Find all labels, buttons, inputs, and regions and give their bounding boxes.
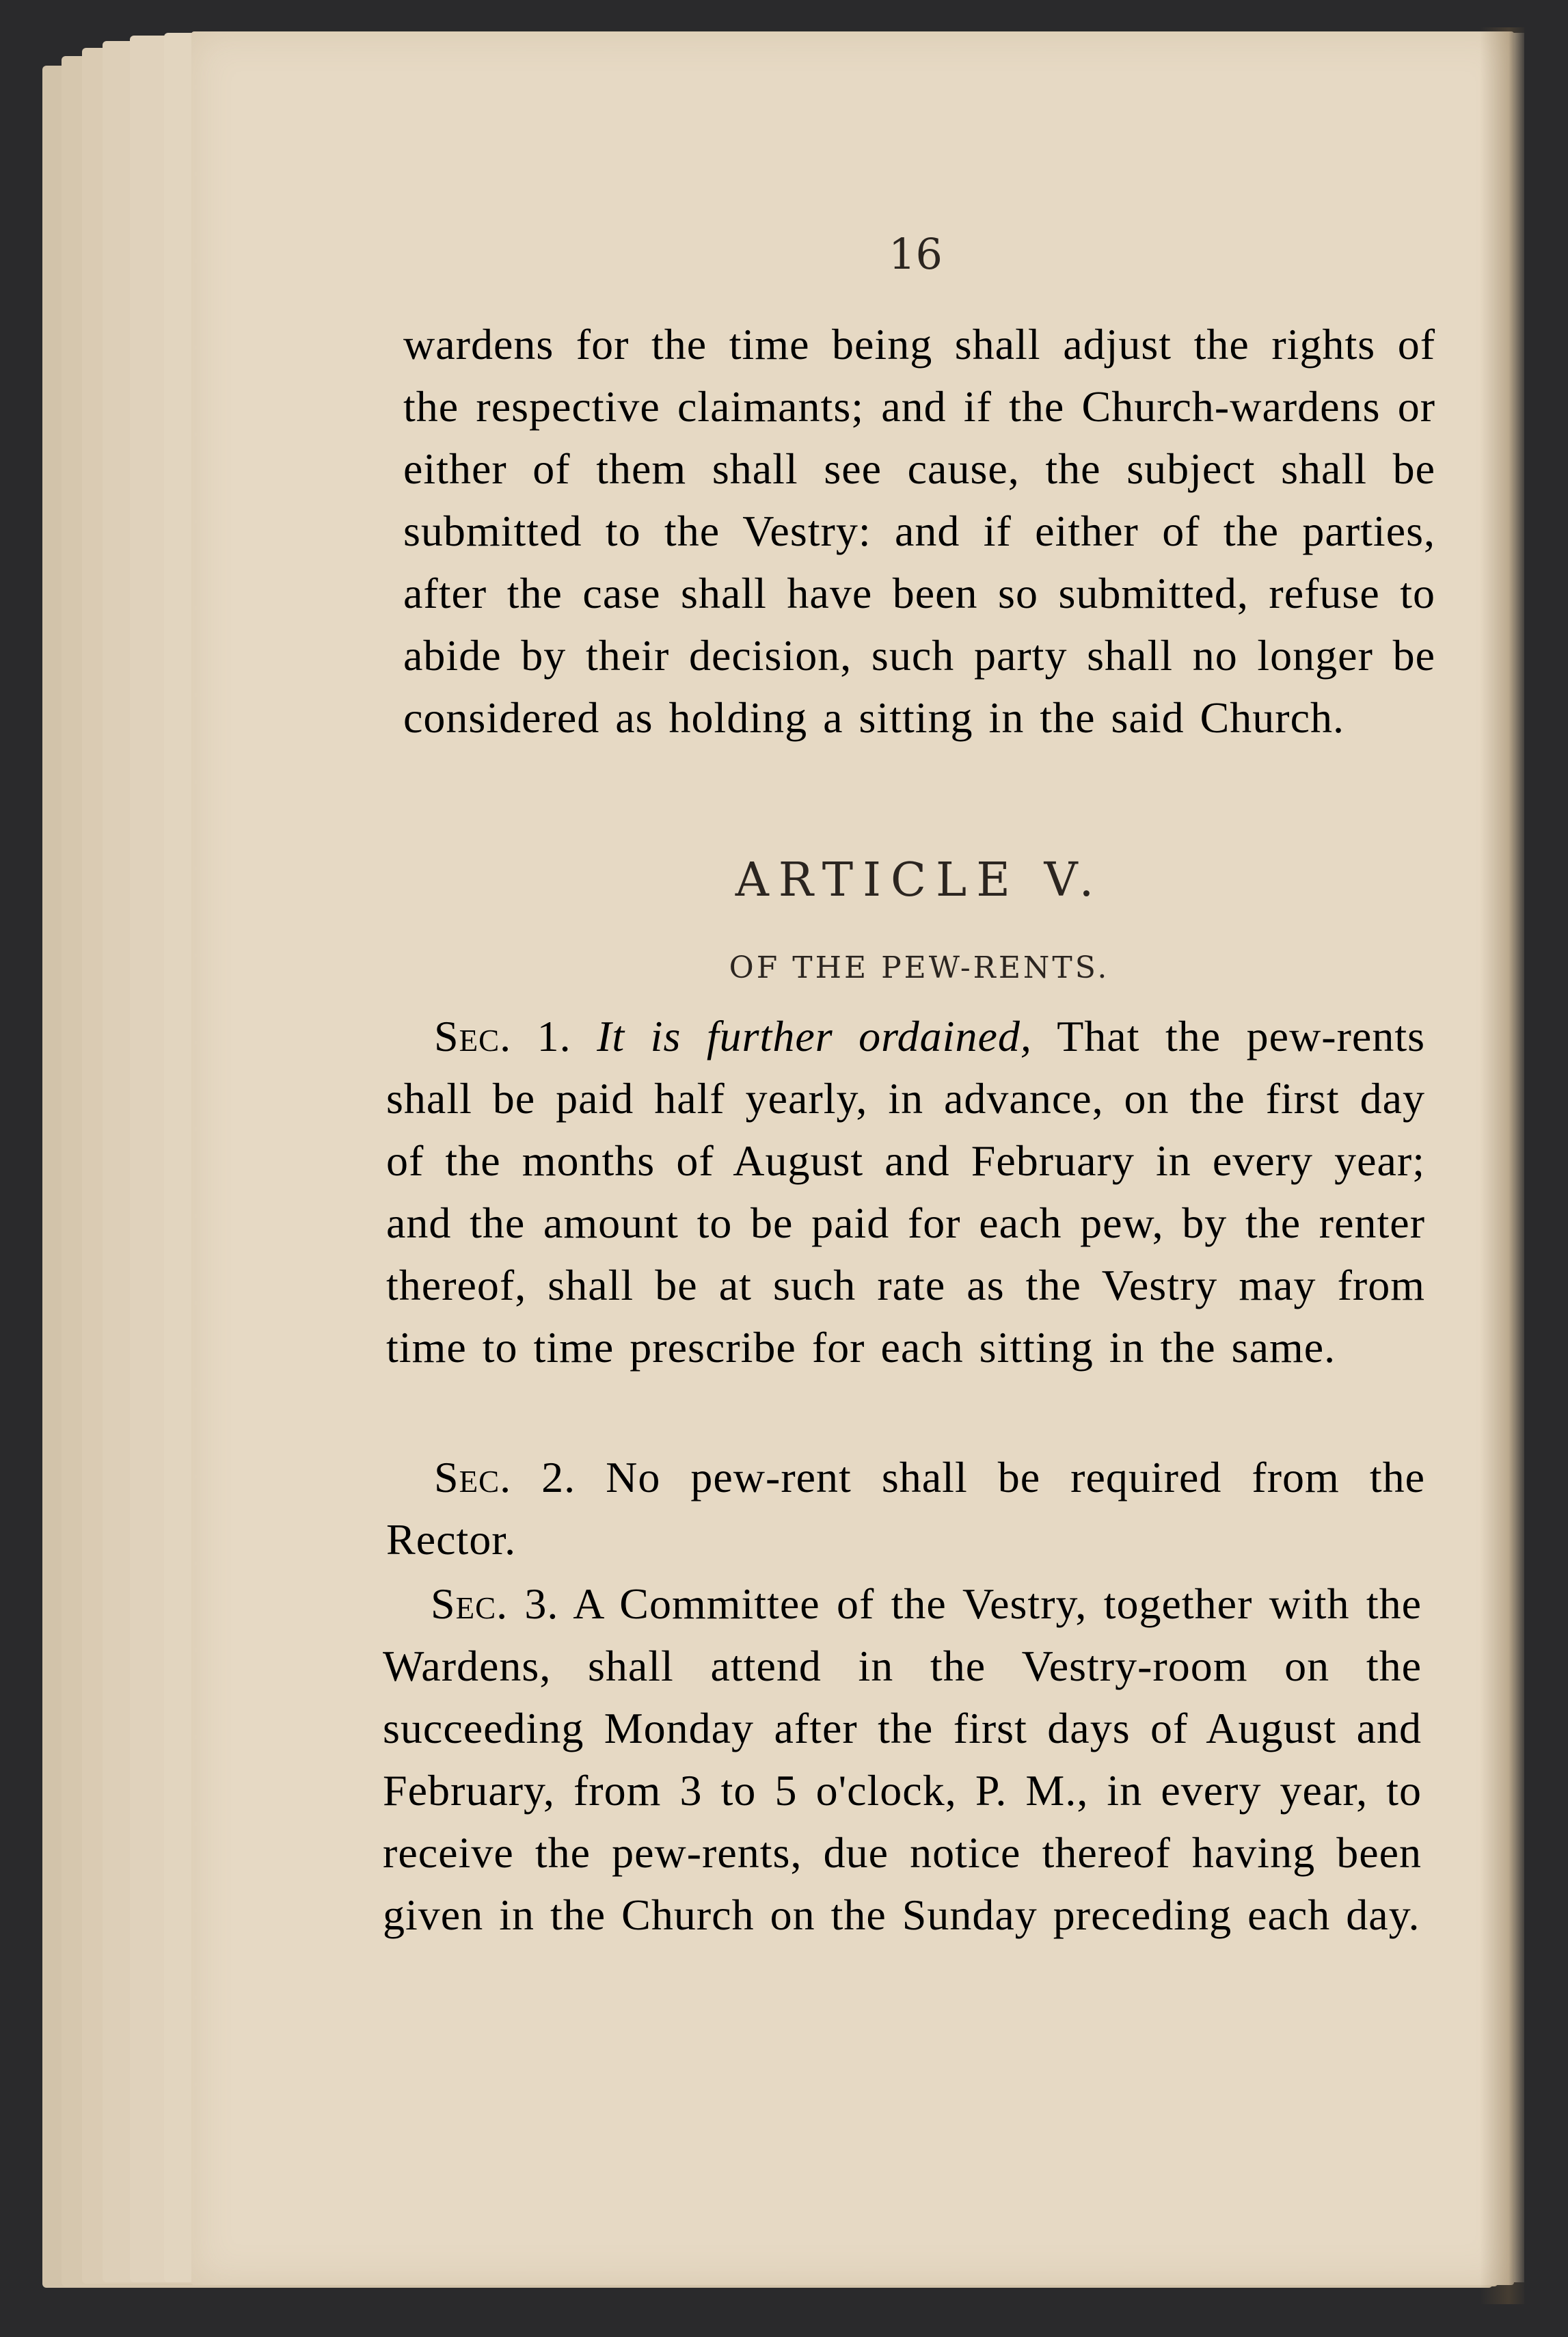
article-subheading: OF THE PEW-RENTS. [729, 950, 1110, 985]
section-label: Sec. 2. [434, 1453, 576, 1501]
section-paragraph [383, 1573, 1422, 1946]
section-paragraph [386, 1005, 1425, 1378]
section-label: Sec. 1. [434, 1012, 571, 1060]
section-3 [383, 1573, 1422, 1946]
paragraph-text: wardens for the time being shall adjust the rights of the respective claimants; and if the Church-wardens or either of them shall see cause, the subject shall be submitted to the Vestry: and if either of the parties, after the case shall have been so submitted, refuse to abide by their decision, such party shall no longer be considered as holding a sitting in the said Church. [403, 320, 1435, 742]
section-text: That the pew-rents shall be paid half yearly, in advance, on the first day of the months of August and February in every year; and the amount to be paid for each pew, by the renter thereof, shall be at such rate as the Vestry may from time to time prescribe for each sitting in the same. [386, 1012, 1426, 1372]
binding-gutter [1480, 27, 1528, 2304]
section-2 [386, 1446, 1425, 1571]
section-1 [386, 1005, 1425, 1378]
section-text: A Committee of the Vestry, together with the Wardens, shall attend in the Vestry-room on the succeeding Monday after the first days of August and February, from 3 to 5 o'clock, P. M., in every year, to receive the pew-rents, due notice thereof having been given in the Church on the Sunday preceding each day. [383, 1579, 1422, 1939]
section-emphasis: It is further ordained, [597, 1012, 1032, 1060]
section-text: No pew-rent shall be required from the Rector. [386, 1453, 1426, 1564]
background-strip [1524, 0, 1568, 2337]
page-number: 16 [889, 229, 943, 279]
continuation-paragraph [403, 313, 1435, 749]
section-paragraph [386, 1446, 1425, 1571]
article-heading: ARTICLE V. [735, 853, 1104, 907]
section-label: Sec. 3. [431, 1579, 559, 1628]
